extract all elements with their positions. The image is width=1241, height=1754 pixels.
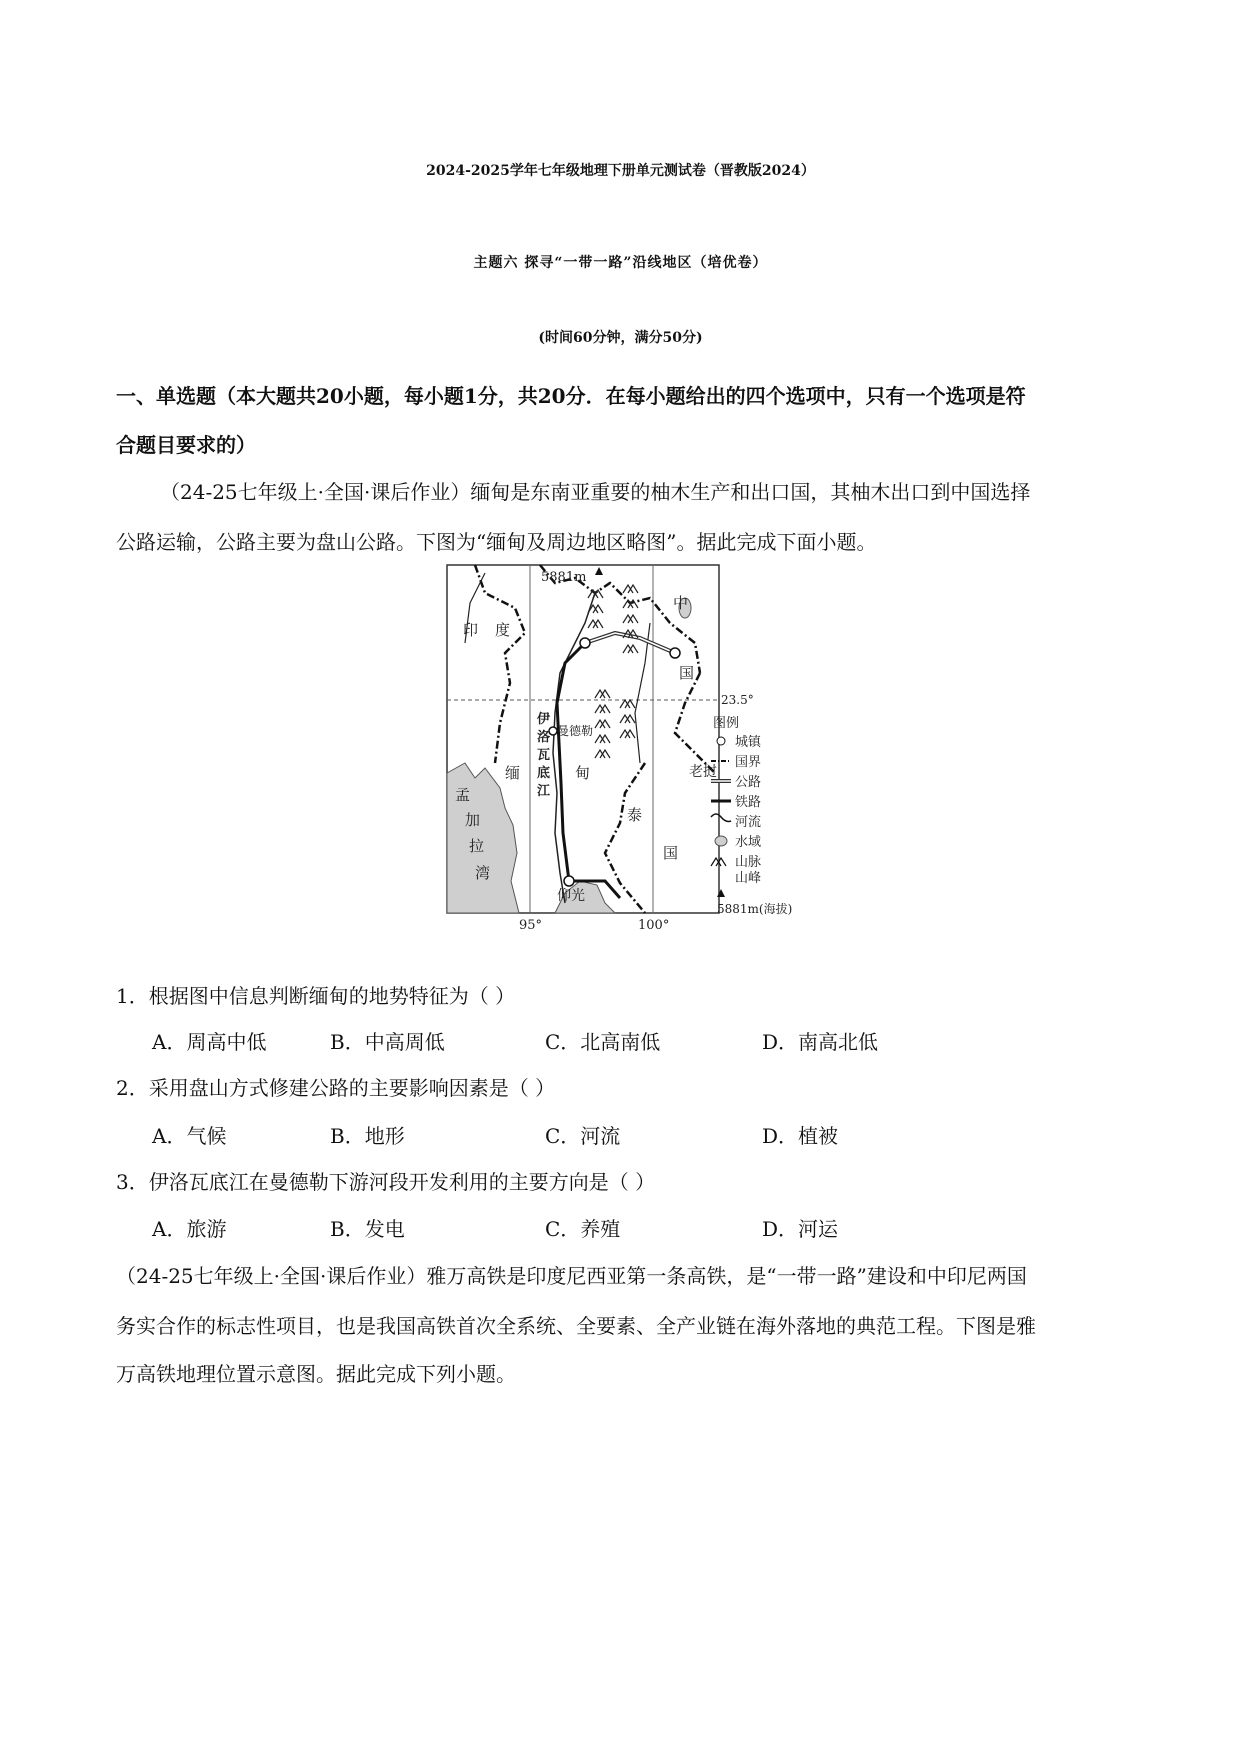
- label-china-2: 国: [679, 664, 695, 682]
- label-river-4: 底: [537, 766, 551, 781]
- legend-peak-value: 5881m(海拔): [717, 902, 793, 916]
- label-thai-2: 国: [663, 844, 679, 862]
- legend-water-symbol: [715, 836, 727, 846]
- legend-item-road: 公路: [735, 775, 762, 790]
- q3-option-d[interactable]: D．河运: [762, 1217, 839, 1241]
- legend-item-mountain: 山脉: [735, 855, 762, 870]
- label-bay-4: 湾: [475, 864, 491, 882]
- label-myanmar-1: 缅: [505, 764, 521, 782]
- legend-item-river: 河流: [735, 815, 762, 830]
- peak-label: 5881m: [541, 570, 587, 585]
- passage1-line2: 公路运输，公路主要为盘山公路。下图为“缅甸及周边地区略图”。据此完成下面小题。: [116, 530, 877, 554]
- q1-option-a[interactable]: A．周高中低: [152, 1030, 267, 1054]
- myanmar-map-figure: [445, 563, 805, 931]
- exam-title: 2024-2025学年七年级地理下册单元测试卷（晋教版2024）: [426, 163, 815, 179]
- section-heading-line1: 一、单选题（本大题共20小题，每小题1分，共20分．在每小题给出的四个选项中，只有一个选项是符: [116, 384, 1026, 408]
- label-river-1: 伊: [537, 712, 551, 727]
- q3-option-c[interactable]: C．养殖: [545, 1217, 621, 1241]
- town-marker: [670, 648, 680, 658]
- label-thai-1: 泰: [627, 806, 643, 824]
- q2-option-c[interactable]: C．河流: [545, 1124, 621, 1148]
- q1-option-c[interactable]: C．北高南低: [545, 1030, 661, 1054]
- legend-item-rail: 铁路: [735, 795, 762, 810]
- q2-option-b[interactable]: B．地形: [330, 1124, 405, 1148]
- legend-town-symbol: [717, 737, 725, 745]
- question-3-stem: 3．伊洛瓦底江在曼德勒下游河段开发利用的主要方向是（ ）: [116, 1170, 656, 1194]
- town-marker: [549, 727, 557, 735]
- q3-option-a[interactable]: A．旅游: [152, 1217, 227, 1241]
- q2-option-d[interactable]: D．植被: [762, 1124, 839, 1148]
- exam-subtitle: 主题六 探寻“一带一路”沿线地区（培优卷）: [473, 255, 768, 271]
- label-latitude: 23.5°: [721, 693, 754, 707]
- q1-option-d[interactable]: D．南高北低: [762, 1030, 879, 1054]
- label-river-5: 江: [537, 784, 551, 799]
- label-mandalay: 曼德勒: [557, 724, 594, 738]
- section-heading-line2: 合题目要求的）: [116, 433, 256, 457]
- label-bay-3: 拉: [469, 837, 485, 855]
- passage1-line1: （24-25七年级上·全国·课后作业）缅甸是东南亚重要的柚木生产和出口国，其柚木出口到中国选择: [160, 480, 1031, 504]
- label-myanmar-2: 甸: [575, 764, 591, 782]
- label-lon-95: 95°: [519, 918, 543, 931]
- town-marker: [580, 638, 590, 648]
- label-china-1: 中: [673, 594, 689, 612]
- q2-option-a[interactable]: A．气候: [152, 1124, 227, 1148]
- label-lon-100: 100°: [638, 918, 670, 931]
- legend-item-peak: 山峰: [735, 871, 762, 886]
- legend-item-border: 国界: [735, 755, 762, 770]
- legend-item-water: 水域: [735, 835, 762, 850]
- town-marker: [564, 876, 574, 886]
- question-1-stem: 1．根据图中信息判断缅甸的地势特征为（ ）: [116, 984, 516, 1008]
- label-yangon: 仰光: [557, 888, 585, 904]
- label-india-2: 度: [495, 621, 511, 639]
- label-river-3: 瓦: [537, 748, 551, 763]
- label-bay-2: 加: [465, 811, 481, 829]
- legend-title: 图例: [713, 716, 740, 731]
- label-river-2: 洛: [537, 730, 551, 745]
- passage2-line3: 万高铁地理位置示意图。据此完成下列小题。: [116, 1362, 516, 1386]
- passage2-line2: 务实合作的标志性项目，也是我国高铁首次全系统、全要素、全产业链在海外落地的典范工程。下图是雅: [116, 1314, 1036, 1338]
- label-india-1: 印: [463, 621, 479, 639]
- question-2-stem: 2．采用盘山方式修建公路的主要影响因素是（ ）: [116, 1076, 556, 1100]
- time-note: (时间60分钟，满分50分): [538, 330, 703, 346]
- label-laos: 老挝: [689, 764, 717, 780]
- q1-option-b[interactable]: B．中高周低: [330, 1030, 445, 1054]
- legend-item-town: 城镇: [735, 735, 762, 750]
- q3-option-b[interactable]: B．发电: [330, 1217, 405, 1241]
- label-bay-1: 孟: [455, 786, 471, 804]
- passage2-line1: （24-25七年级上·全国·课后作业）雅万高铁是印度尼西亚第一条高铁，是“一带一路”建设和中印尼两国: [116, 1264, 1027, 1288]
